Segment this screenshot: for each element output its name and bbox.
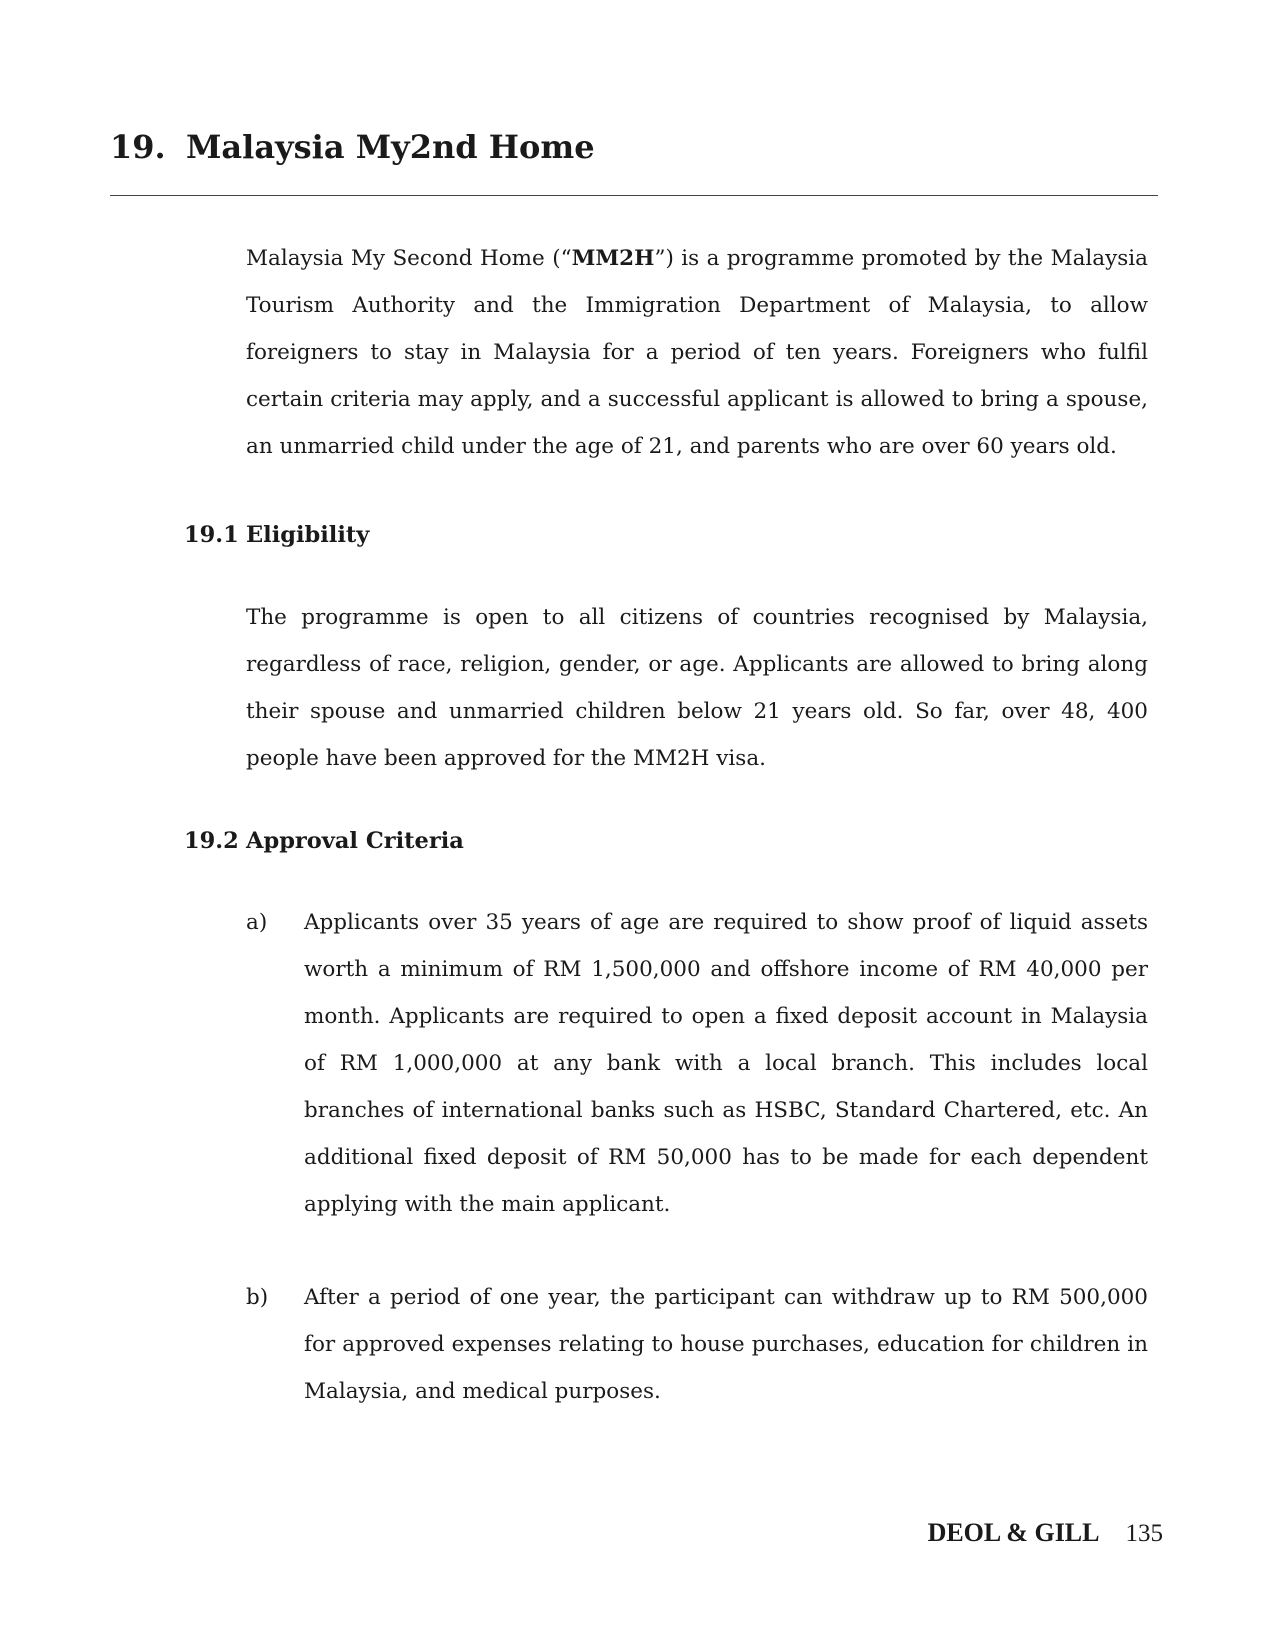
chapter-number: 19.: [110, 128, 166, 166]
section-title: Approval Criteria: [246, 828, 464, 854]
page-footer: [928, 1518, 1163, 1548]
section-title: Eligibility: [246, 522, 370, 548]
section-heading-approval-criteria: [184, 828, 464, 854]
intro-text-rest: ”) is a programme promoted by the Malaysia Tourism Authority and the Immigration Department of Malaysia, to allow foreigners to stay in Malaysia for a period of ten years. Foreigners who fulfil certain criteria may apply, and a successful applicant is allowed to bring a spouse, an unmarried child under the age of 21, and parents who are over 60 years old.: [246, 246, 1148, 459]
intro-paragraph: [246, 235, 1148, 470]
eligibility-paragraph: The programme is open to all citizens of countries recognised by Malaysia, regardless of race, religion, gender, or age. Applicants are allowed to bring along their spouse and unmarried children below 21 years old. So far, over 48, 400 people have been approved for the MM2H visa.: [246, 605, 1148, 771]
list-item-label: b): [246, 1285, 269, 1310]
footer-brand: DEOL & GILL: [927, 1518, 1100, 1547]
section-number: 19.2: [184, 828, 239, 854]
list-item-text: Applicants over 35 years of age are required to show proof of liquid assets worth a minimum of RM 1,500,000 and offshore income of RM 40,000 per month. Applicants are required to open a fixed deposit account in Malaysia of RM 1,000,000 at any bank with a local branch. This includes local branches of international banks such as HSBC, Standard Chartered, etc. An additional fixed deposit of RM 50,000 has to be made for each dependent applying with the main applicant.: [304, 910, 1148, 1217]
intro-text-start: Malaysia My Second Home (“: [246, 246, 572, 271]
list-item-text: After a period of one year, the participant can withdraw up to RM 500,000 for approved expenses relating to house purchases, education for children in Malaysia, and medical purposes.: [304, 1285, 1148, 1404]
section-heading-eligibility: [184, 522, 369, 548]
chapter-title: Malaysia My2nd Home: [186, 128, 595, 166]
section-number: 19.1: [184, 522, 239, 548]
page-number: 135: [1125, 1520, 1163, 1547]
list-item-label: a): [246, 910, 268, 935]
chapter-heading: [110, 128, 595, 166]
heading-divider: [110, 195, 1158, 196]
intro-acronym: MM2H: [571, 246, 655, 271]
